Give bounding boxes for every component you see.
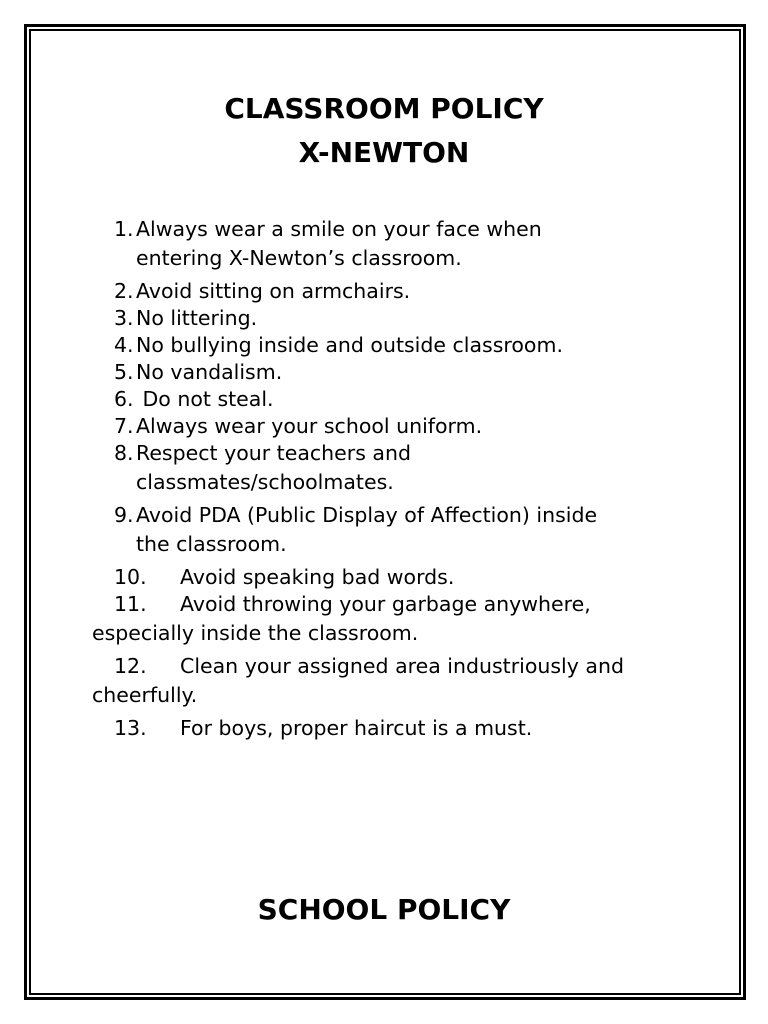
list-item bbox=[114, 386, 694, 413]
list-item bbox=[114, 413, 694, 440]
list-item-number: 10. bbox=[114, 565, 147, 589]
policy-list bbox=[92, 216, 694, 742]
list-item-text: Always wear a smile on your face when bbox=[136, 217, 542, 241]
list-item-number: 7. bbox=[114, 414, 134, 438]
list-item-text: Respect your teachers and bbox=[136, 441, 411, 465]
list-item bbox=[92, 653, 694, 711]
list-item-number: 2. bbox=[114, 279, 134, 303]
list-item-text: No bullying inside and outside classroom. bbox=[136, 333, 563, 357]
document-title: CLASSROOM POLICY bbox=[224, 92, 544, 125]
list-item-number: 4. bbox=[114, 333, 134, 357]
list-item bbox=[92, 591, 694, 649]
list-item-number: 6. bbox=[114, 387, 134, 411]
list-item-text: Clean your assigned area industriously and bbox=[180, 654, 624, 678]
list-item-text: Avoid speaking bad words. bbox=[180, 565, 455, 589]
list-item-text: Avoid throwing your garbage anywhere, bbox=[180, 592, 591, 616]
list-item-number: 9. bbox=[114, 503, 134, 527]
list-item-text: No vandalism. bbox=[136, 360, 283, 384]
list-item-text: Avoid sitting on armchairs. bbox=[136, 279, 411, 303]
document-subtitle: X-NEWTON bbox=[298, 136, 470, 169]
list-item-number: 1. bbox=[114, 217, 134, 241]
list-item bbox=[114, 332, 694, 359]
list-item bbox=[114, 564, 694, 591]
list-item-number: 3. bbox=[114, 306, 134, 330]
list-item-text: Always wear your school uniform. bbox=[136, 414, 483, 438]
list-item-text: No littering. bbox=[136, 306, 258, 330]
list-item-number: 8. bbox=[114, 441, 134, 465]
list-item-text: Do not steal. bbox=[136, 387, 274, 411]
list-item-text: For boys, proper haircut is a must. bbox=[180, 716, 533, 740]
list-item bbox=[114, 305, 694, 332]
list-item-number: 12. bbox=[114, 654, 147, 678]
list-item bbox=[114, 440, 694, 498]
list-item-text-continued: the classroom. bbox=[136, 532, 287, 556]
list-item-text: Avoid PDA (Public Display of Affection) inside bbox=[136, 503, 598, 527]
list-item-text-continued: classmates/schoolmates. bbox=[136, 470, 394, 494]
list-item-text-continued: especially inside the classroom. bbox=[92, 621, 419, 645]
list-item-number: 11. bbox=[114, 592, 147, 616]
footer-title: SCHOOL POLICY bbox=[257, 893, 511, 926]
list-item-text-continued: entering X-Newton’s classroom. bbox=[136, 246, 462, 270]
list-item bbox=[114, 502, 694, 560]
list-item-number: 13. bbox=[114, 716, 147, 740]
list-item bbox=[114, 715, 694, 742]
list-item bbox=[114, 278, 694, 305]
list-item-number: 5. bbox=[114, 360, 134, 384]
list-item-text-continued: cheerfully. bbox=[92, 683, 198, 707]
list-item bbox=[114, 359, 694, 386]
list-item bbox=[114, 216, 694, 274]
